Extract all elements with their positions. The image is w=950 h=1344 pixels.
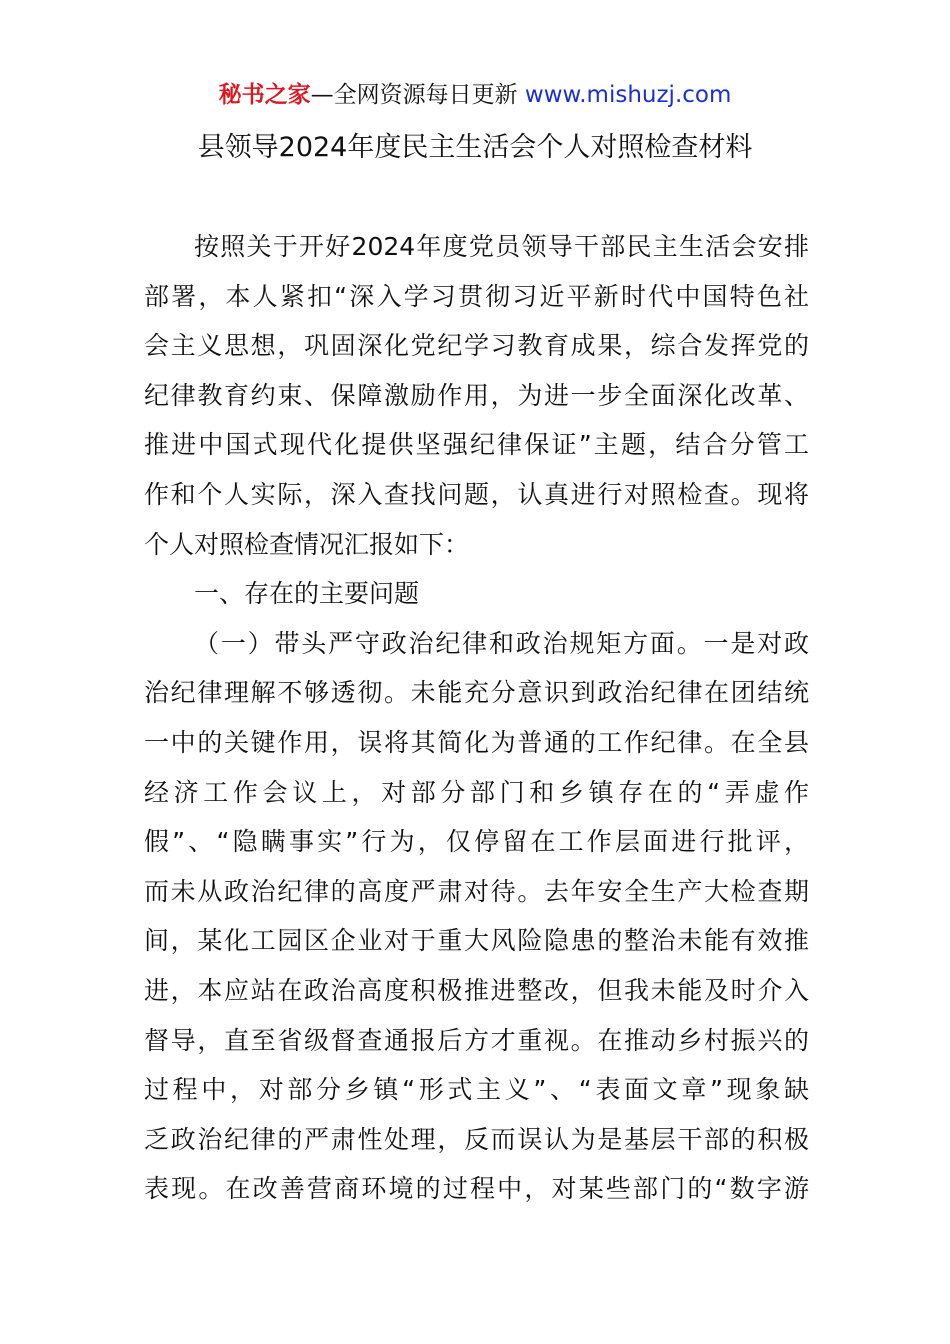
body-line: 会主义思想，巩固深化党纪学习教育成果，综合发挥党的 <box>144 331 809 361</box>
body-line: 推进中国式现代化提供坚强纪律保证”主题，结合分管工 <box>144 430 809 460</box>
body-line: 经济工作会议上，对部分部门和乡镇存在的“弄虚作 <box>144 777 809 807</box>
body-line: （一）带头严守政治纪律和政治规矩方面。一是对政 <box>194 628 809 658</box>
body-line: 按照关于开好2024年度党员领导干部民主生活会安排 <box>194 232 809 261</box>
body-line: 一中的关键作用，误将其简化为普通的工作纪律。在全县 <box>144 727 809 757</box>
document-body <box>144 222 809 1214</box>
body-line: 个人对照检查情况汇报如下： <box>144 529 470 559</box>
document-title: 县领导2024年度民主生活会个人对照检查材料 <box>197 132 753 163</box>
body-line: 纪律教育约束、保障激励作用，为进一步全面深化改革、 <box>144 380 809 410</box>
body-line: 过程中，对部分乡镇“形式主义”、“表面文章”现象缺 <box>144 1075 809 1105</box>
body-line: 作和个人实际，深入查找问题，认真进行对照检查。现将 <box>144 479 809 509</box>
body-line: 乏政治纪律的严肃性处理，反而误认为是基层干部的积极 <box>144 1124 809 1154</box>
body-line: 表现。在改善营商环境的过程中，对某些部门的“数字游 <box>144 1174 809 1204</box>
body-line: 假”、“隐瞒事实”行为，仅停留在工作层面进行批评， <box>144 827 809 857</box>
body-line: 治纪律理解不够透彻。未能充分意识到政治纪律在团结统 <box>144 678 809 708</box>
body-line: 进，本应站在政治高度积极推进整改，但我未能及时介入 <box>144 975 809 1005</box>
section-heading: 一、存在的主要问题 <box>194 579 420 609</box>
site-banner <box>0 78 950 112</box>
banner-tagline: —全网资源每日更新 <box>310 82 525 108</box>
body-line: 部署，本人紧扣“深入学习贯彻习近平新时代中国特色社 <box>144 281 809 311</box>
body-line: 督导，直至省级督查通报后方才重视。在推动乡村振兴的 <box>144 1025 809 1055</box>
body-line: 而未从政治纪律的高度严肃对待。去年安全生产大检查期 <box>144 876 809 906</box>
banner-brand: 秘书之家 <box>218 82 311 108</box>
body-line: 间，某化工园区企业对于重大风险隐患的整治未能有效推 <box>144 926 809 956</box>
banner-url[interactable]: www.mishuzj.com <box>524 82 732 108</box>
